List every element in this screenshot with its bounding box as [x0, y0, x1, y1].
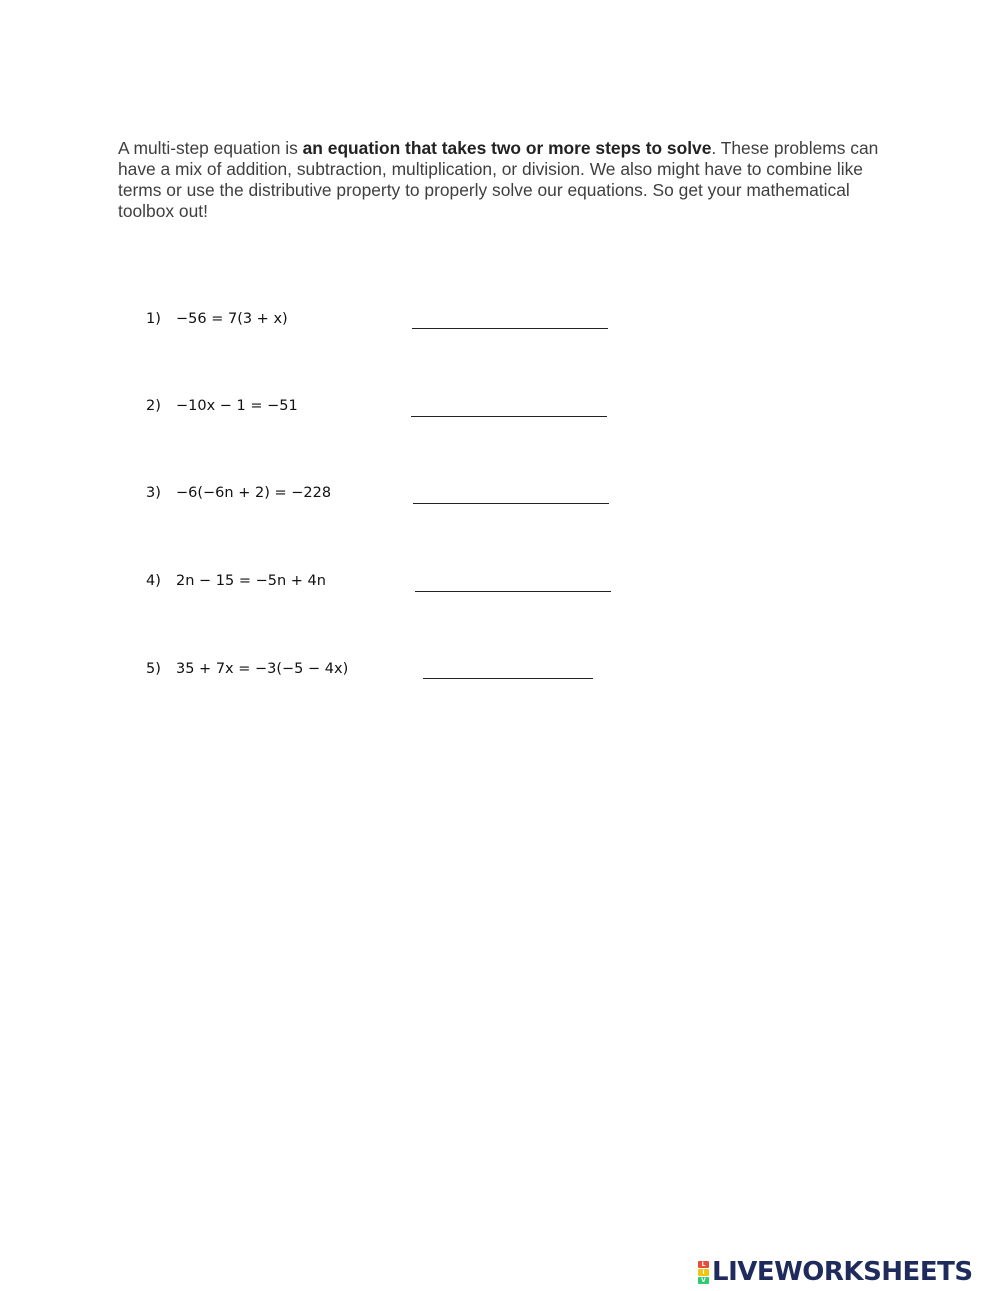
answer-line-1[interactable] — [412, 328, 608, 329]
problem-1 — [146, 311, 288, 335]
intro-paragraph — [118, 138, 888, 222]
answer-line-5[interactable] — [423, 678, 593, 679]
intro-text-start: A multi-step equation is — [118, 138, 303, 158]
problem-equation: 2n − 15 = −5n + 4n — [176, 573, 326, 589]
problem-equation: −10x − 1 = −51 — [176, 398, 298, 414]
problem-2 — [146, 398, 298, 422]
logo-blocks-icon — [698, 1261, 709, 1284]
problem-equation: −56 = 7(3 + x) — [176, 311, 288, 327]
problem-3 — [146, 485, 331, 509]
problem-number: 4) — [146, 573, 161, 589]
logo-text: LIVEWORKSHEETS — [712, 1257, 973, 1287]
problem-number: 5) — [146, 661, 161, 677]
problem-equation: −6(−6n + 2) = −228 — [176, 485, 332, 501]
intro-text-end: . These problems can have a mix of addition, subtraction, multiplication, or division. We also might have to combine like terms or use the distributive property to properly solve our equations. So get your mathematical toolbox out! — [118, 138, 879, 221]
answer-line-2[interactable] — [411, 416, 607, 417]
liveworksheets-logo — [698, 1256, 973, 1288]
answer-line-4[interactable] — [415, 591, 611, 592]
logo-block-v: V — [698, 1277, 709, 1284]
intro-bold-definition: an equation that takes two or more steps to solve — [302, 138, 712, 158]
problem-number: 2) — [146, 398, 161, 414]
problem-4 — [146, 573, 326, 597]
logo-block-l: L — [698, 1261, 709, 1268]
problem-number: 3) — [146, 485, 161, 501]
answer-line-3[interactable] — [413, 503, 609, 504]
problem-5 — [146, 661, 348, 685]
problem-equation: 35 + 7x = −3(−5 − 4x) — [176, 661, 349, 677]
logo-block-i: I — [698, 1269, 709, 1276]
problem-number: 1) — [146, 311, 161, 327]
